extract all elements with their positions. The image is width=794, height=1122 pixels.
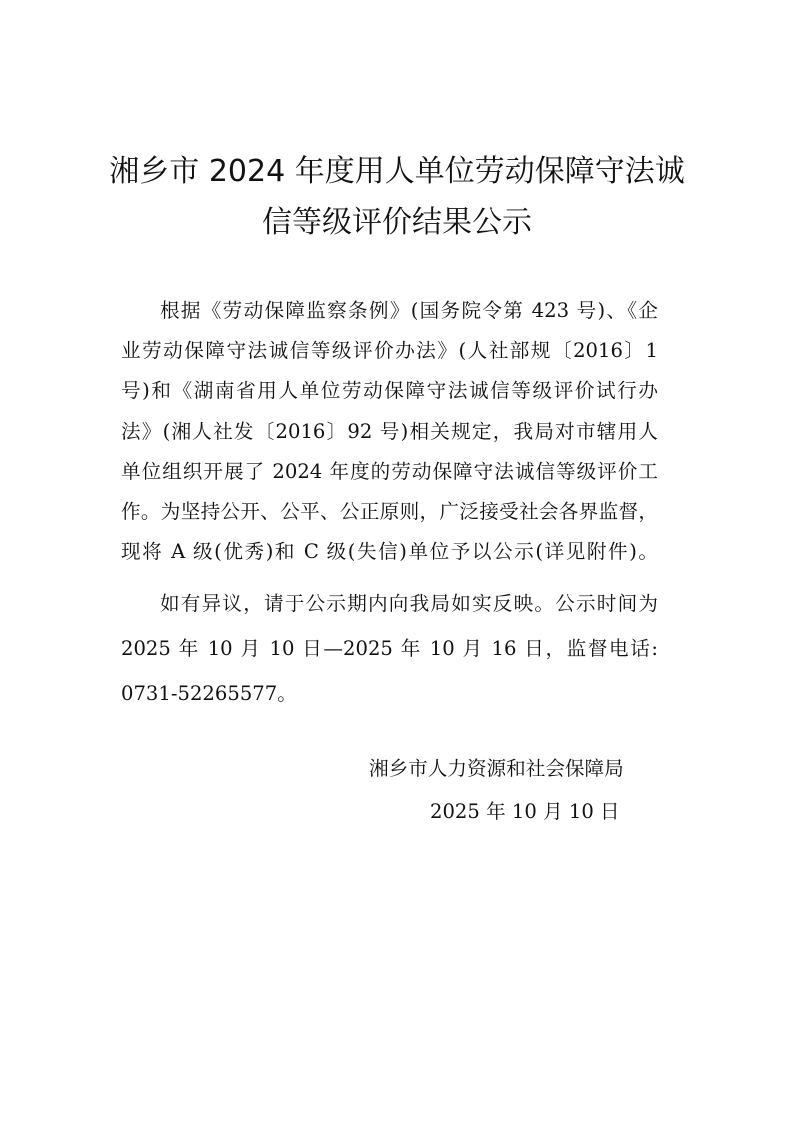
paragraph-line: 号)和《湖南省用人单位劳动保障守法诚信等级评价试行办	[121, 379, 658, 403]
paragraph-line: 现将 A 级(优秀)和 C 级(失信)单位予以公示(详见附件)。	[121, 540, 658, 564]
paragraph-line: 法》(湘人社发〔2016〕92 号)相关规定，我局对市辖用人	[121, 419, 658, 443]
paragraph-line: 作。为坚持公开、公平、公正原则，广泛接受社会各界监督，	[121, 500, 658, 523]
paragraph-line: 0731-52265577。	[121, 682, 297, 705]
paragraph-line: 根据《劳动保障监察条例》(国务院令第 423 号)、《企	[160, 299, 658, 322]
paragraph-line: 业劳动保障守法诚信等级评价办法》(人社部规〔2016〕1	[121, 339, 658, 363]
document-title-line-1: 湘乡市 2024 年度用人单位劳动保障守法诚	[109, 154, 685, 189]
paragraph-line: 2025 年 10 月 10 日—2025 年 10 月 16 日，监督电话:	[121, 637, 658, 660]
paragraph-line: 如有异议，请于公示期内向我局如实反映。公示时间为	[160, 592, 658, 615]
signature-organization: 湘乡市人力资源和社会保障局	[369, 757, 624, 780]
document-title-line-2: 信等级评价结果公示	[262, 205, 532, 240]
paragraph-line: 单位组织开展了 2024 年度的劳动保障守法诚信等级评价工	[121, 459, 658, 483]
signature-date: 2025 年 10 月 10 日	[430, 800, 620, 823]
